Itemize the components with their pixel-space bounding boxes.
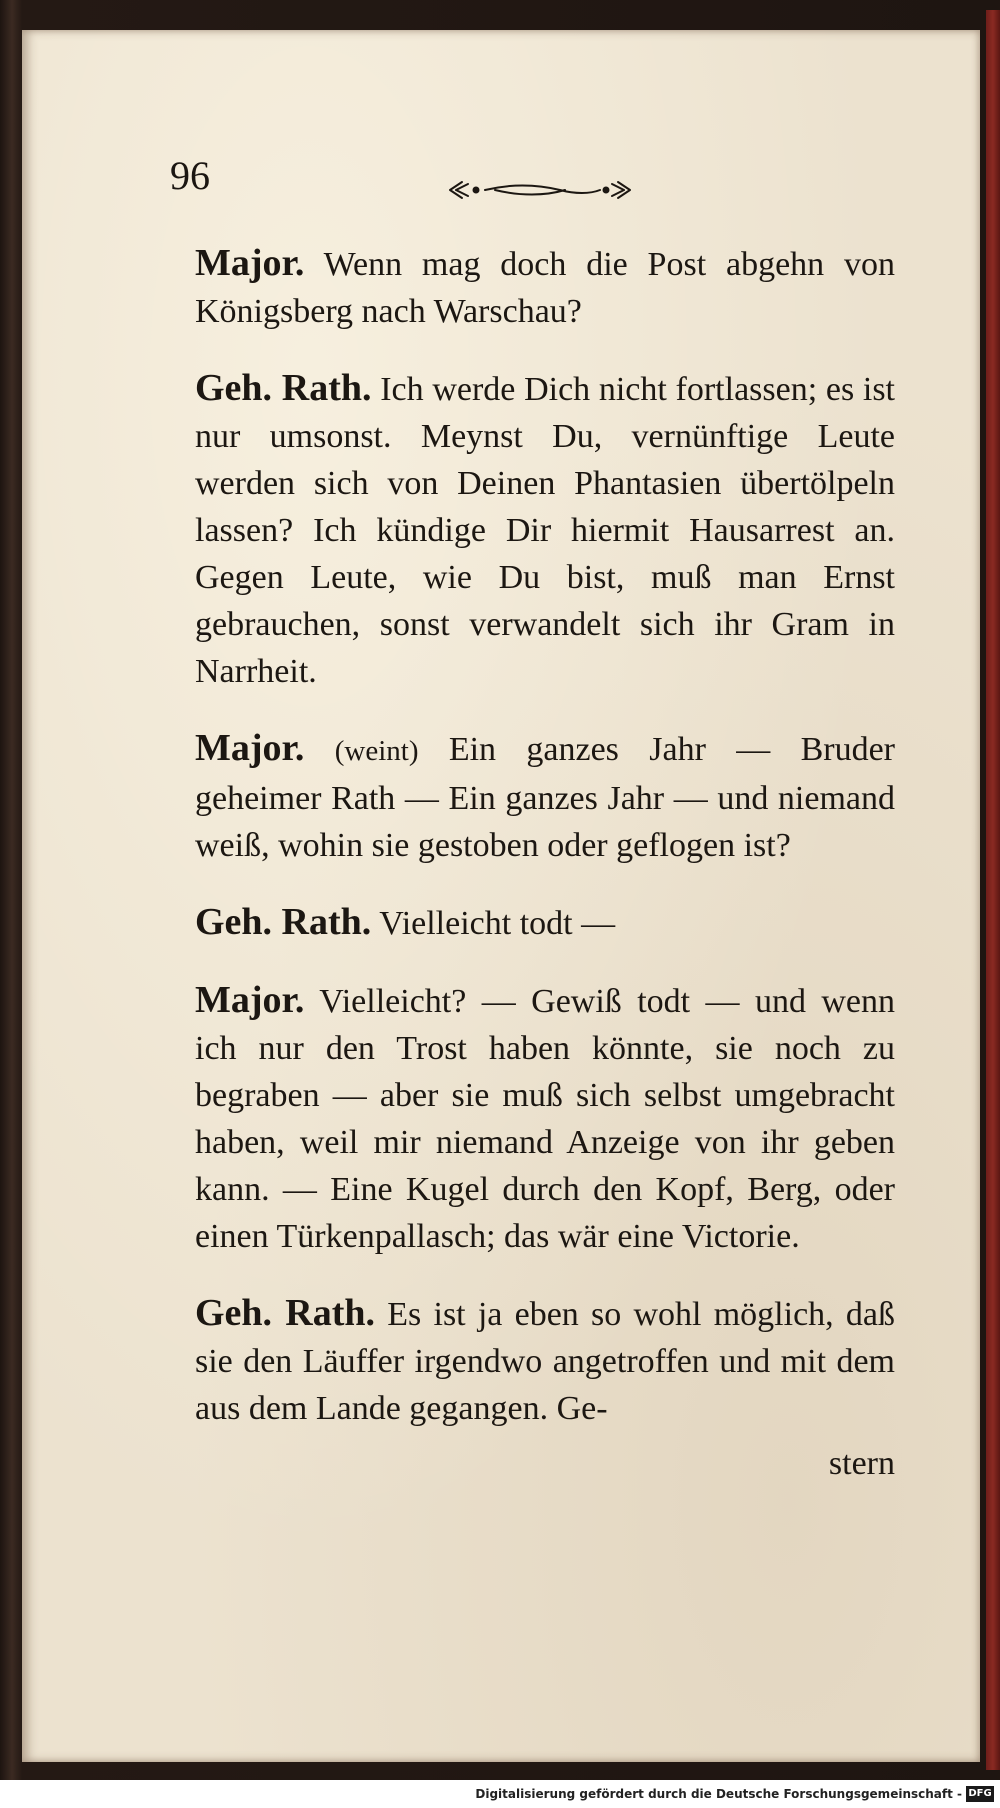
dialogue-line: [195, 1290, 895, 1432]
speaker-label: Geh. Rath.: [195, 367, 372, 409]
page-number: 96: [170, 153, 210, 198]
dialogue-line: [195, 977, 895, 1260]
book-edge: [986, 10, 1000, 1770]
dialogue-speech: Es ist ja eben so wohl möglich, daß sie den Läuffer irgendwo angetroffen und mit dem aus dem Lande gegangen. Ge-: [195, 1296, 895, 1427]
digitization-footer: [0, 1780, 1000, 1808]
dialogue-line: [195, 240, 895, 335]
speaker-label: Geh. Rath.: [195, 901, 372, 943]
dialogue-speech: Ein ganzes Jahr — Bruder geheimer Rath — Ein ganzes Jahr — und niemand weiß, wohin sie gestoben oder geflogen ist?: [195, 731, 895, 864]
dialogue-speech: Wenn mag doch die Post abgehn von Königsberg nach Warschau?: [195, 246, 895, 330]
dialogue-speech: Ich werde Dich nicht fortlassen; es ist nur umsonst. Meynst Du, vernünftige Leute werden sich von Deinen Phantasien übertölpeln lassen? Ich kündige Dir hiermit Hausarrest an. Gegen Leute, wie Du bist, muß man Ernst gebrauchen, sonst verwandelt sich ihr Gram in Narrheit.: [195, 371, 896, 690]
speaker-label: Major.: [195, 979, 305, 1021]
stage-direction: (weint): [334, 735, 419, 767]
speaker-label: Major.: [195, 242, 305, 284]
dialogue-speech: Vielleicht todt —: [379, 905, 616, 942]
footer-credit: Digitalisierung gefördert durch die Deutsche Forschungsgemeinschaft -: [475, 1787, 962, 1801]
dfg-logo-icon: DFG: [966, 1786, 994, 1802]
dialogue-text: [195, 240, 895, 1517]
dialogue-line: [195, 725, 895, 869]
dialogue-line: [195, 899, 895, 947]
speaker-label: Geh. Rath.: [195, 1292, 376, 1334]
speaker-label: Major.: [195, 727, 305, 769]
header-ornament-icon: [440, 170, 640, 210]
dialogue-speech: Vielleicht? — Gewiß todt — und wenn ich nur den Trost haben könnte, sie noch zu begraben — aber sie muß sich selbst umgebracht haben, weil mir niemand Anzeige von ihr geben kann. — Eine Kugel durch den Kopf, Berg, oder einen Türkenpallasch; das wär eine Victorie.: [195, 983, 895, 1255]
dialogue-line: [195, 365, 895, 695]
catchword: stern: [828, 1445, 895, 1482]
